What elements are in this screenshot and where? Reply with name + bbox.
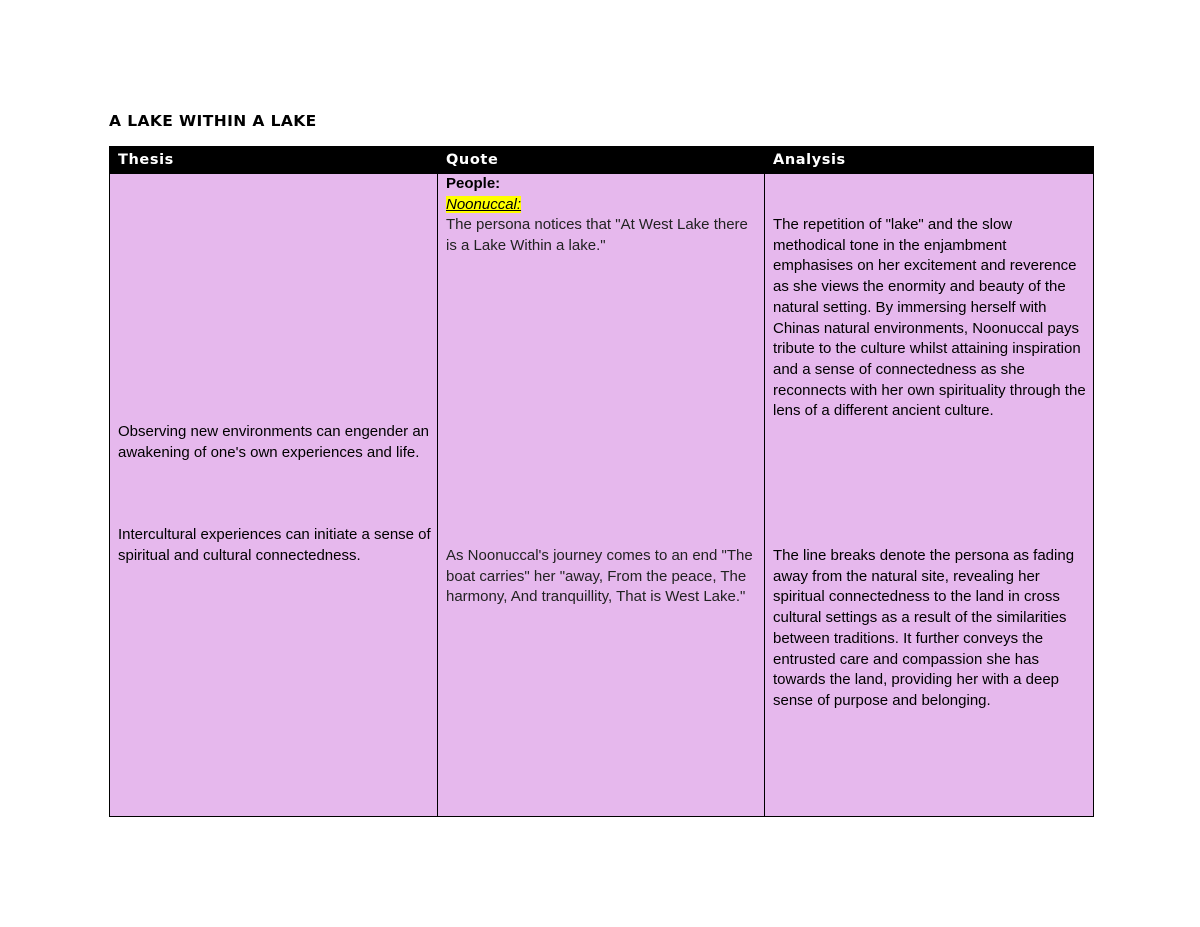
- analysis-text-2: The line breaks denote the persona as fading away from the natural site, revealing her spiritual connectedness to the land in cross cultural settings as a result of the similarities between traditions. It further conveys the entrusted care and compassion she has towards the land, providing her with a deep sense of purpose and belonging.: [773, 547, 1075, 709]
- analysis-table: [109, 146, 1094, 817]
- analysis-text-1: The repetition of "lake" and the slow methodical tone in the enjambment emphasises on her excitement and reverence as she views the enormity and beauty of the natural setting. By immersing herself with Chinas natural environments, Noonuccal pays tribute to the culture whilst attaining inspiration and a sense of connectedness as she reconnects with her own spirituality through the lens of a different ancient culture.: [773, 216, 1086, 420]
- analysis-cell: [765, 174, 1094, 817]
- table-row: [110, 174, 1094, 817]
- people-label: People:: [446, 175, 501, 192]
- column-header-quote: Quote: [438, 147, 765, 174]
- quote-cell: [438, 174, 765, 817]
- document-title: A LAKE WITHIN A LAKE: [109, 112, 317, 130]
- column-header-thesis: Thesis: [110, 147, 438, 174]
- thesis-text-1: Observing new environments can engender an awakening of one's own experiences and life.: [118, 423, 430, 461]
- thesis-cell: [110, 174, 438, 817]
- thesis-text-2: Intercultural experiences can initiate a sense of spiritual and cultural connectedness.: [118, 526, 431, 564]
- table-header-row: [110, 147, 1094, 174]
- quote-text-2: As Noonuccal's journey comes to an end "The boat carries" her "away, From the peace, The harmony, And tranquillity, That is West Lake.": [446, 547, 753, 606]
- poet-label: Noonuccal:: [446, 195, 522, 213]
- column-header-analysis: Analysis: [765, 147, 1094, 174]
- quote-group-1: [446, 174, 758, 257]
- quote-text-1: The persona notices that "At West Lake there is a Lake Within a lake.": [446, 216, 748, 255]
